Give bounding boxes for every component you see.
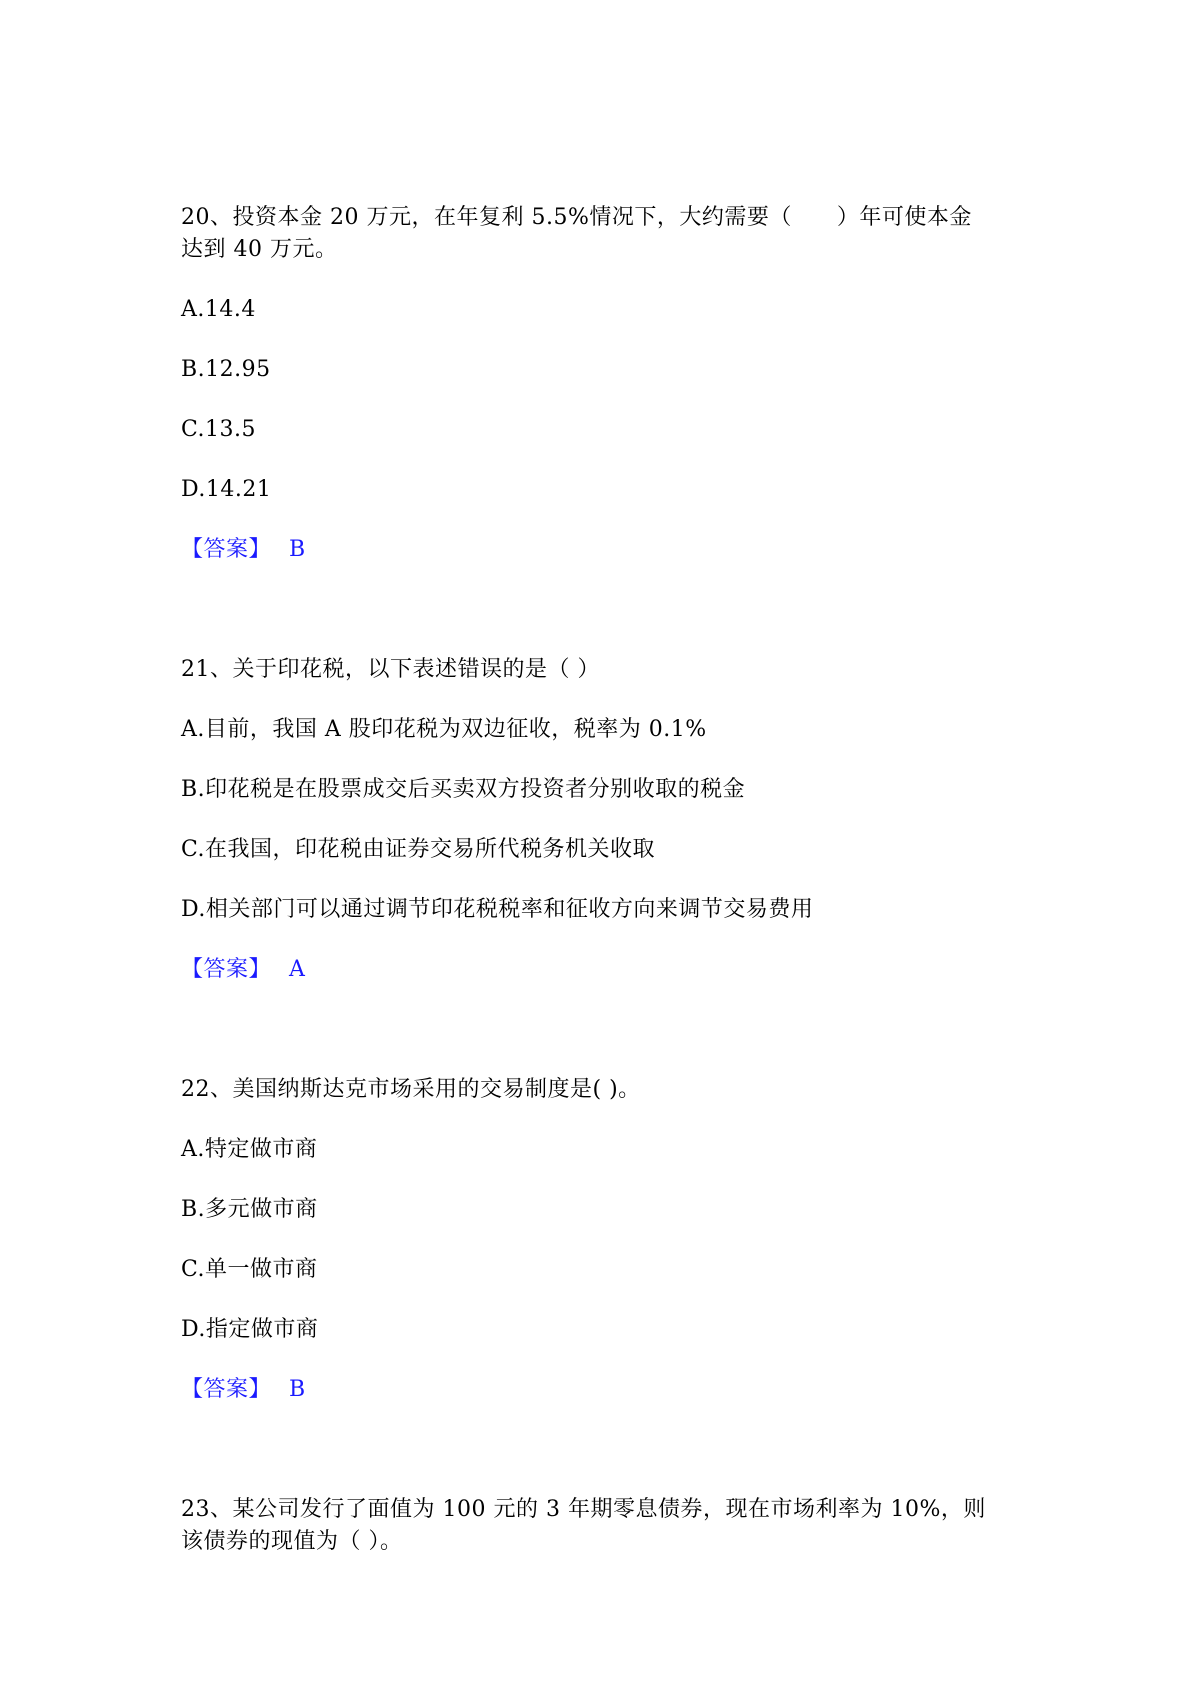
question-20-option-d: D.14.21 (181, 477, 272, 502)
question-21-option-d: D.相关部门可以通过调节印花税税率和征收方向来调节交易费用 (181, 897, 814, 922)
answer-label: 【答案】 (181, 957, 272, 982)
question-20-stem-line-1: 20、投资本金 20 万元，在年复利 5.5%情况下，大约需要（ ）年可使本金 (181, 205, 972, 230)
answer-value: A (289, 957, 306, 982)
question-20-stem-line-2: 达到 40 万元。 (181, 237, 338, 262)
question-22-stem-line-1: 22、美国纳斯达克市场采用的交易制度是( )。 (181, 1077, 641, 1102)
question-22-answer (181, 1375, 306, 1405)
answer-value: B (289, 537, 306, 562)
question-21-answer (181, 955, 305, 985)
question-21-option-a: A.目前，我国 A 股印花税为双边征收，税率为 0.1% (181, 717, 707, 742)
question-20-option-b: B.12.95 (181, 357, 271, 382)
question-20-option-c: C.13.5 (181, 417, 257, 442)
question-21-option-c: C.在我国，印花税由证券交易所代税务机关收取 (181, 837, 656, 862)
answer-value: B (289, 1377, 306, 1402)
question-21-option-b: B.印花税是在股票成交后买卖双方投资者分别收取的税金 (181, 777, 746, 802)
answer-label: 【答案】 (181, 537, 272, 562)
answer-label: 【答案】 (181, 1377, 272, 1402)
question-20-option-a: A.14.4 (181, 297, 256, 322)
question-21-stem-line-1: 21、关于印花税，以下表述错误的是（ ） (181, 657, 600, 682)
question-23-stem-line-2: 该债券的现值为（ ）。 (181, 1529, 403, 1554)
question-22-option-b: B.多元做市商 (181, 1197, 318, 1222)
question-22-option-c: C.单一做市商 (181, 1257, 318, 1282)
question-22-option-a: A.特定做市商 (181, 1137, 318, 1162)
question-20-answer (181, 535, 306, 565)
question-22-option-d: D.指定做市商 (181, 1317, 319, 1342)
question-23-stem-line-1: 23、某公司发行了面值为 100 元的 3 年期零息债券，现在市场利率为 10%，则 (181, 1497, 986, 1522)
